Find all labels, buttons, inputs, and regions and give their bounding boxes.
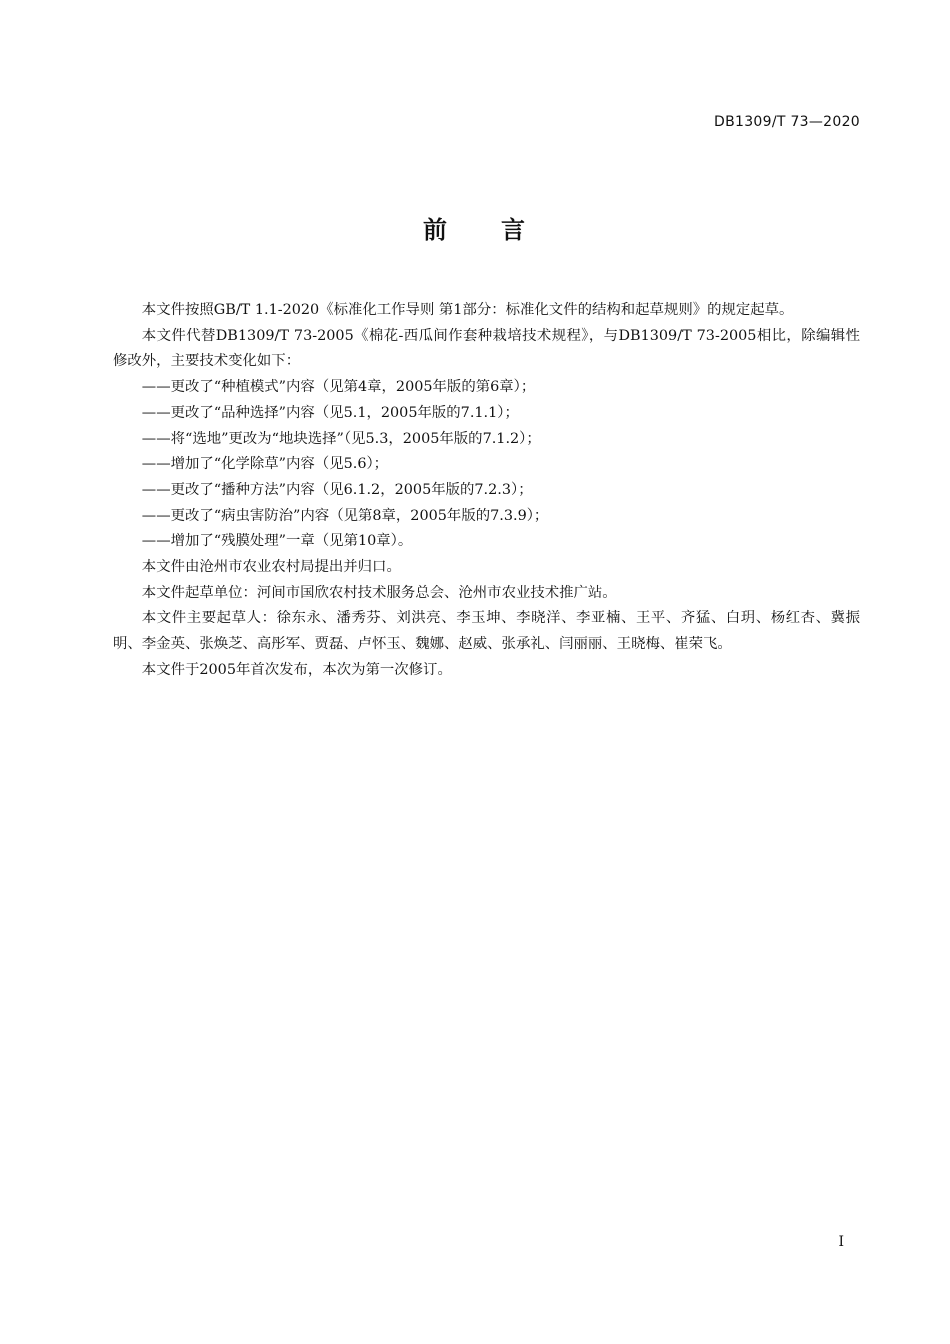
page-title — [0, 210, 950, 245]
paragraph-drafting-units: 本文件起草单位：河间市国欣农村技术服务总会、沧州市农业技术推广站。 — [141, 584, 617, 601]
change-item: ——更改了“种植模式”内容（见第4章，2005年版的第6章）； — [141, 379, 536, 396]
paragraph-replacement: 本文件代替DB1309/T 73-2005《棉花-西瓜间作套种栽培技术规程》，与DB1309/T 73-2005相比，除编辑性修改外，主要技术变化如下： — [113, 327, 860, 370]
paragraph-drafting-rules: 本文件按照GB/T 1.1-2020《标准化工作导则 第1部分：标准化文件的结构和起草规则》的规定起草。 — [141, 302, 794, 318]
foreword-body — [113, 298, 860, 684]
change-item: ——增加了“残膜处理”一章（见第10章）。 — [141, 533, 413, 550]
change-item: ——更改了“品种选择”内容（见5.1，2005年版的7.1.1）； — [141, 404, 519, 421]
document-code: DB1309/T 73—2020 — [714, 114, 860, 130]
page-number: I — [838, 1234, 844, 1250]
title-char-2: 言 — [501, 216, 527, 244]
change-item: ——更改了“病虫害防治”内容（见第8章，2005年版的7.3.9）； — [141, 507, 549, 524]
change-item: ——将“选地”更改为“地块选择”（见5.3，2005年版的7.1.2）； — [141, 430, 541, 447]
change-item: ——增加了“化学除草”内容（见5.6）； — [141, 456, 389, 473]
change-item: ——更改了“播种方法”内容（见6.1.2，2005年版的7.2.3）； — [141, 481, 533, 498]
paragraph-history: 本文件于2005年首次发布，本次为第一次修订。 — [141, 661, 452, 678]
paragraph-proposer: 本文件由沧州市农业农村局提出并归口。 — [141, 559, 401, 576]
paragraph-drafters: 本文件主要起草人：徐东永、潘秀芬、刘洪亮、李玉坤、李晓洋、李亚楠、王平、齐猛、白玥、杨红杏、冀振明、李金英、张焕芝、高彤军、贾磊、卢怀玉、魏娜、赵威、张承礼、闫丽丽、王晓梅、崔荣飞。 — [113, 610, 860, 653]
title-char-1: 前 — [423, 216, 449, 244]
